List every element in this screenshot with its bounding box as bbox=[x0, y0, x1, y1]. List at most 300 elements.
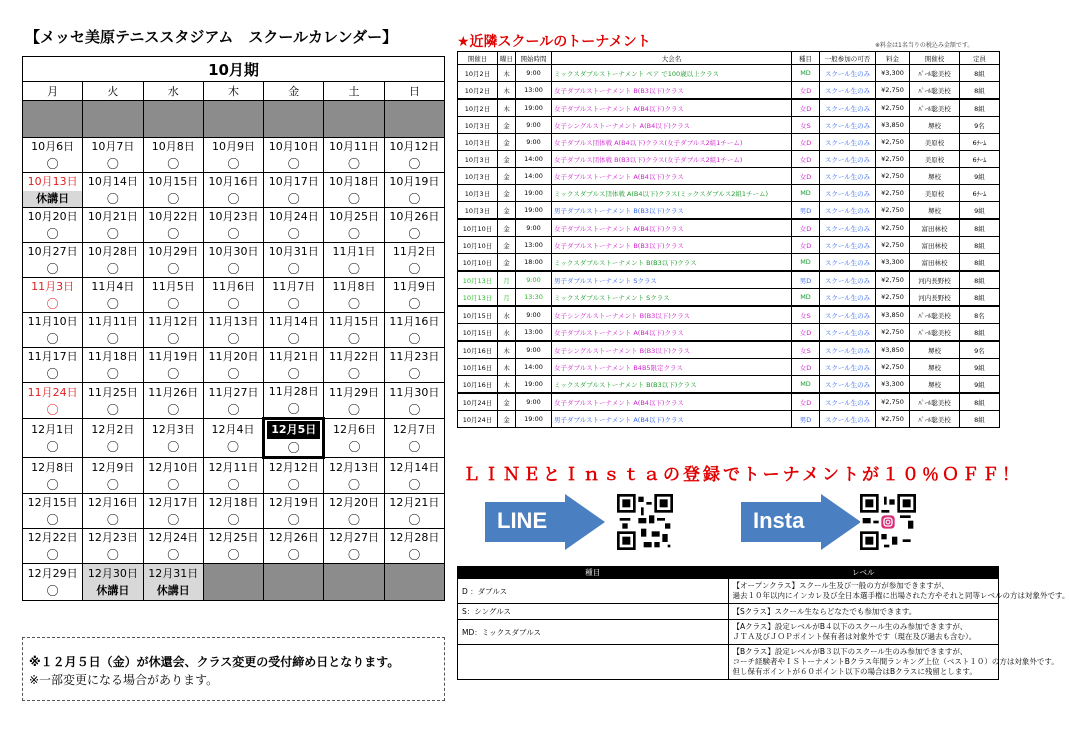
calendar-date: 10月7日 bbox=[91, 140, 135, 153]
event-capacity: 6ﾁｰﾑ bbox=[960, 151, 1000, 168]
tournament-row[interactable] bbox=[458, 219, 1000, 237]
calendar-week-row bbox=[23, 138, 445, 173]
tournament-header-cell: 曜日 bbox=[498, 52, 516, 65]
tournament-row[interactable] bbox=[458, 341, 1000, 359]
calendar-day-cell[interactable] bbox=[83, 138, 143, 173]
month-header-row bbox=[23, 57, 445, 82]
calendar-date: 11月26日 bbox=[148, 385, 199, 399]
level-text-line: ＪＴＡ及びＪＯＰポイント保有者は対象外です（現在及び過去も含む）。 bbox=[732, 632, 977, 641]
event-time: 14:00 bbox=[516, 168, 552, 185]
lesson-mark: 〇 bbox=[46, 157, 59, 171]
calendar-day-cell[interactable] bbox=[324, 278, 384, 313]
tournament-title: ★近隣スクールのトーナメント bbox=[457, 34, 651, 50]
tournament-row[interactable] bbox=[458, 289, 1000, 307]
event-date: 10月13日 bbox=[458, 289, 498, 307]
calendar-day-cell[interactable] bbox=[203, 278, 263, 313]
calendar-day-cell[interactable] bbox=[203, 348, 263, 383]
calendar-day-cell[interactable] bbox=[23, 173, 83, 208]
calendar-day-cell[interactable] bbox=[203, 173, 263, 208]
calendar-day-cell[interactable] bbox=[384, 208, 444, 243]
calendar-day-cell[interactable] bbox=[23, 243, 83, 278]
lesson-mark: 〇 bbox=[227, 477, 240, 492]
lesson-mark: 〇 bbox=[227, 367, 240, 381]
calendar-day-cell[interactable] bbox=[264, 173, 324, 208]
event-name: ミックスダブルス団体戦 A(B4以下)クラス(ミックスダブルス2組1チーム) bbox=[552, 185, 792, 202]
event-fee: ¥3,300 bbox=[876, 254, 910, 272]
calendar-day-cell[interactable] bbox=[203, 383, 263, 419]
calendar-date: 12月10日 bbox=[148, 460, 199, 474]
calendar-day-cell[interactable] bbox=[384, 243, 444, 278]
event-name: 女子ダブルストーナメント B(B3以下)クラス bbox=[552, 82, 792, 100]
calendar-date: 10月16日 bbox=[208, 175, 259, 188]
event-type: MD bbox=[792, 376, 820, 394]
event-date: 10月15日 bbox=[458, 324, 498, 342]
insta-qr-code[interactable] bbox=[860, 494, 916, 550]
calendar-date: 12月21日 bbox=[389, 496, 440, 509]
calendar-day-cell[interactable] bbox=[264, 278, 324, 313]
calendar-date: 12月28日 bbox=[389, 531, 440, 544]
event-capacity: 8組 bbox=[960, 82, 1000, 100]
tournament-row[interactable] bbox=[458, 359, 1000, 376]
calendar-day-cell[interactable] bbox=[23, 529, 83, 564]
event-type: MD bbox=[792, 289, 820, 307]
event-name: 女子ダブルストーナメント A(B4以下)クラス bbox=[552, 219, 792, 237]
calendar-day-cell[interactable] bbox=[23, 564, 83, 601]
lesson-mark: 〇 bbox=[408, 548, 421, 562]
event-capacity: 9組 bbox=[960, 202, 1000, 220]
event-venue: ﾊﾟｰﾙ聡美校 bbox=[910, 324, 960, 342]
tournament-row[interactable] bbox=[458, 99, 1000, 117]
calendar-day-cell[interactable] bbox=[83, 278, 143, 313]
event-type: 女S bbox=[792, 117, 820, 134]
calendar-date: 12月25日 bbox=[208, 531, 259, 544]
calendar-day-cell[interactable] bbox=[264, 348, 324, 383]
calendar-day-cell[interactable] bbox=[384, 348, 444, 383]
calendar-date: 10月24日 bbox=[268, 210, 319, 223]
level-row bbox=[458, 579, 999, 604]
calendar-day-cell[interactable] bbox=[143, 458, 203, 494]
calendar-day-cell[interactable] bbox=[83, 348, 143, 383]
line-qr-code[interactable] bbox=[617, 494, 673, 550]
calendar-date: 12月1日 bbox=[31, 423, 75, 436]
lesson-mark: 〇 bbox=[227, 262, 240, 276]
calendar-date: 12月22日 bbox=[27, 531, 78, 544]
blank-cell bbox=[203, 101, 263, 138]
event-date: 10月10日 bbox=[458, 237, 498, 254]
lesson-mark: 〇 bbox=[408, 402, 421, 417]
event-name: 男子ダブルストーナメント A(B4以下)クラス bbox=[552, 411, 792, 428]
lesson-mark: 〇 bbox=[348, 227, 361, 241]
lesson-mark: 〇 bbox=[287, 332, 300, 346]
calendar-day-cell[interactable] bbox=[203, 138, 263, 173]
calendar-day-cell[interactable] bbox=[23, 383, 83, 419]
calendar-week-row bbox=[23, 383, 445, 419]
event-type: 男D bbox=[792, 411, 820, 428]
calendar-day-cell[interactable] bbox=[23, 419, 83, 458]
calendar-date: 11月23日 bbox=[389, 350, 440, 363]
calendar-day-cell[interactable] bbox=[143, 494, 203, 529]
calendar-day-cell[interactable] bbox=[23, 313, 83, 348]
calendar-day-cell[interactable] bbox=[83, 313, 143, 348]
lesson-mark: 〇 bbox=[167, 548, 180, 562]
level-text-line: 【Sクラス】スクール生ならどなたでも参加できます。 bbox=[732, 606, 917, 616]
event-name: ミックスダブルストーナメント B(B3以下)クラス bbox=[552, 254, 792, 272]
event-name: 女子ダブルストーナメント A(B4以下)クラス bbox=[552, 393, 792, 411]
calendar-day-cell[interactable] bbox=[384, 494, 444, 529]
calendar-week-row bbox=[23, 529, 445, 564]
calendar-day-cell[interactable] bbox=[23, 208, 83, 243]
calendar-day-cell[interactable] bbox=[23, 458, 83, 494]
calendar-day-cell[interactable] bbox=[143, 173, 203, 208]
tournament-row[interactable] bbox=[458, 306, 1000, 324]
calendar-date: 11月8日 bbox=[332, 280, 376, 293]
calendar-day-cell[interactable] bbox=[83, 458, 143, 494]
event-venue: 美原校 bbox=[910, 134, 960, 151]
level-text-line: 【Bクラス】設定レベルがB３以下のスクール生のみ参加できますが、 bbox=[732, 647, 968, 656]
calendar-day-cell[interactable] bbox=[264, 138, 324, 173]
calendar-date: 12月7日 bbox=[392, 423, 436, 436]
calendar-day-cell[interactable] bbox=[384, 419, 444, 458]
event-date: 10月3日 bbox=[458, 185, 498, 202]
event-eligibility: スクール生のみ bbox=[820, 411, 876, 428]
blank-cell bbox=[264, 564, 324, 601]
event-weekday: 木 bbox=[498, 341, 516, 359]
event-venue: 美原校 bbox=[910, 185, 960, 202]
calendar-day-cell[interactable] bbox=[203, 494, 263, 529]
calendar-day-cell[interactable] bbox=[324, 383, 384, 419]
weekday-row bbox=[23, 82, 445, 101]
event-name: 女子ダブルス団体戦 A(B4以下)クラス(女子ダブルス2組1チーム) bbox=[552, 134, 792, 151]
lesson-mark: 〇 bbox=[408, 227, 421, 241]
event-date: 10月10日 bbox=[458, 219, 498, 237]
tournament-row[interactable] bbox=[458, 117, 1000, 134]
calendar-day-cell[interactable] bbox=[384, 278, 444, 313]
calendar-day-cell[interactable] bbox=[324, 458, 384, 494]
lesson-mark: 〇 bbox=[46, 297, 59, 311]
calendar-week-row bbox=[23, 243, 445, 278]
calendar-day-cell[interactable] bbox=[264, 494, 324, 529]
notes-box bbox=[22, 637, 445, 701]
calendar-day-cell[interactable] bbox=[83, 564, 143, 601]
calendar-day-cell[interactable] bbox=[83, 243, 143, 278]
event-time: 13:30 bbox=[516, 289, 552, 307]
lesson-mark: 〇 bbox=[348, 157, 361, 171]
calendar-day-cell[interactable] bbox=[324, 529, 384, 564]
calendar-day-cell[interactable] bbox=[324, 494, 384, 529]
calendar-day-cell[interactable] bbox=[264, 313, 324, 348]
level-type: S：シングルス bbox=[458, 604, 729, 620]
event-type: 女D bbox=[792, 237, 820, 254]
qr-code-icon bbox=[617, 494, 673, 550]
tournament-row[interactable] bbox=[458, 202, 1000, 220]
level-type bbox=[458, 645, 729, 680]
calendar-date: 11月21日 bbox=[268, 350, 319, 363]
calendar-day-cell[interactable] bbox=[143, 138, 203, 173]
event-capacity: 8組 bbox=[960, 289, 1000, 307]
calendar-day-cell[interactable] bbox=[264, 243, 324, 278]
tournament-row[interactable] bbox=[458, 254, 1000, 272]
event-date: 10月16日 bbox=[458, 376, 498, 394]
calendar-day-cell[interactable] bbox=[83, 208, 143, 243]
weekday-label: 土 bbox=[324, 82, 384, 101]
event-time: 19:00 bbox=[516, 99, 552, 117]
event-time: 19:00 bbox=[516, 411, 552, 428]
event-weekday: 月 bbox=[498, 271, 516, 289]
calendar-date: 12月3日 bbox=[151, 423, 195, 436]
lesson-mark: 〇 bbox=[106, 262, 119, 276]
calendar-day-cell[interactable] bbox=[203, 208, 263, 243]
tournament-row[interactable] bbox=[458, 82, 1000, 100]
calendar-week-row bbox=[23, 458, 445, 494]
event-type: MD bbox=[792, 65, 820, 82]
event-eligibility: スクール生のみ bbox=[820, 82, 876, 100]
event-weekday: 金 bbox=[498, 151, 516, 168]
event-name: ミックスダブルストーナメント Sクラス bbox=[552, 289, 792, 307]
lesson-mark: 〇 bbox=[287, 227, 300, 241]
calendar-day-cell[interactable] bbox=[23, 348, 83, 383]
event-eligibility: スクール生のみ bbox=[820, 359, 876, 376]
calendar-day-cell[interactable] bbox=[83, 494, 143, 529]
calendar-day-cell[interactable] bbox=[384, 529, 444, 564]
event-fee: ¥2,750 bbox=[876, 237, 910, 254]
event-time: 14:00 bbox=[516, 151, 552, 168]
event-time: 9:00 bbox=[516, 219, 552, 237]
event-time: 9:00 bbox=[516, 271, 552, 289]
calendar-week-row bbox=[23, 278, 445, 313]
event-capacity: 8組 bbox=[960, 254, 1000, 272]
calendar-day-cell[interactable] bbox=[203, 419, 263, 458]
event-time: 9:00 bbox=[516, 306, 552, 324]
calendar-date: 11月19日 bbox=[148, 350, 199, 363]
event-name: ミックスダブルストーナメント B(B3以下)クラス bbox=[552, 376, 792, 394]
lesson-mark: 〇 bbox=[106, 513, 119, 527]
calendar-date: 12月12日 bbox=[268, 461, 319, 474]
calendar-day-cell[interactable] bbox=[83, 383, 143, 419]
calendar-day-cell[interactable] bbox=[264, 419, 324, 458]
calendar-date: 10月15日 bbox=[148, 175, 199, 188]
blank-cell bbox=[83, 101, 143, 138]
event-type: 女S bbox=[792, 341, 820, 359]
event-fee: ¥2,750 bbox=[876, 185, 910, 202]
event-weekday: 木 bbox=[498, 359, 516, 376]
calendar-day-cell[interactable] bbox=[324, 313, 384, 348]
tournament-row[interactable] bbox=[458, 237, 1000, 254]
calendar-day-cell[interactable] bbox=[324, 243, 384, 278]
tournament-row[interactable] bbox=[458, 168, 1000, 185]
holiday-label: 休講日 bbox=[23, 191, 82, 207]
event-eligibility: スクール生のみ bbox=[820, 151, 876, 168]
lesson-mark: 〇 bbox=[167, 262, 180, 276]
line-arrow-button[interactable] bbox=[485, 494, 605, 550]
calendar-day-cell[interactable] bbox=[203, 243, 263, 278]
calendar-date: 11月25日 bbox=[87, 385, 138, 399]
level-header-cell: レベル bbox=[728, 567, 999, 579]
tournament-table bbox=[457, 51, 1000, 428]
calendar-day-cell[interactable] bbox=[264, 383, 324, 419]
blank-cell bbox=[384, 101, 444, 138]
event-capacity: 6ﾁｰﾑ bbox=[960, 185, 1000, 202]
calendar-day-cell[interactable] bbox=[203, 313, 263, 348]
event-time: 18:00 bbox=[516, 254, 552, 272]
level-type: MD：ミックスダブルス bbox=[458, 620, 729, 645]
event-weekday: 金 bbox=[498, 117, 516, 134]
event-fee: ¥2,750 bbox=[876, 202, 910, 220]
calendar-day-cell[interactable] bbox=[264, 529, 324, 564]
event-date: 10月16日 bbox=[458, 359, 498, 376]
lesson-mark: 〇 bbox=[46, 477, 59, 492]
tournament-row[interactable] bbox=[458, 411, 1000, 428]
blank-cell bbox=[203, 564, 263, 601]
tournament-header-cell: 種目 bbox=[792, 52, 820, 65]
tournament-row[interactable] bbox=[458, 151, 1000, 168]
calendar-day-cell[interactable] bbox=[384, 458, 444, 494]
calendar-day-cell[interactable] bbox=[203, 458, 263, 494]
tournament-row[interactable] bbox=[458, 393, 1000, 411]
event-fee: ¥2,750 bbox=[876, 99, 910, 117]
lesson-mark: 〇 bbox=[287, 441, 300, 455]
calendar-day-cell[interactable] bbox=[324, 173, 384, 208]
event-time: 9:00 bbox=[516, 117, 552, 134]
lesson-mark: 〇 bbox=[106, 367, 119, 381]
event-fee: ¥2,750 bbox=[876, 168, 910, 185]
lesson-mark: 〇 bbox=[348, 440, 361, 454]
lesson-mark: 〇 bbox=[348, 192, 361, 206]
lesson-mark: 〇 bbox=[287, 297, 300, 311]
lesson-mark: 〇 bbox=[348, 332, 361, 346]
lesson-mark: 〇 bbox=[167, 227, 180, 241]
event-eligibility: スクール生のみ bbox=[820, 99, 876, 117]
calendar-day-cell[interactable] bbox=[83, 173, 143, 208]
calendar-day-cell[interactable] bbox=[143, 243, 203, 278]
calendar-day-cell[interactable] bbox=[83, 419, 143, 458]
calendar-day-cell[interactable] bbox=[143, 529, 203, 564]
event-time: 9:00 bbox=[516, 65, 552, 82]
event-date: 10月13日 bbox=[458, 271, 498, 289]
calendar-day-cell[interactable] bbox=[384, 173, 444, 208]
calendar-day-cell[interactable] bbox=[324, 208, 384, 243]
calendar-date: 12月6日 bbox=[333, 423, 377, 436]
calendar-week-row bbox=[23, 173, 445, 208]
level-row bbox=[458, 604, 999, 620]
calendar-date: 11月12日 bbox=[148, 315, 199, 328]
calendar-day-cell[interactable] bbox=[143, 208, 203, 243]
calendar-day-cell[interactable] bbox=[264, 458, 324, 494]
calendar-date: 10月9日 bbox=[211, 140, 255, 153]
event-name: 女子ダブルストーナメント A(B4以下)クラス bbox=[552, 324, 792, 342]
calendar-date: 12月13日 bbox=[329, 460, 380, 474]
event-eligibility: スクール生のみ bbox=[820, 65, 876, 82]
calendar-date: 12月17日 bbox=[148, 496, 199, 509]
calendar-day-cell[interactable] bbox=[23, 278, 83, 313]
tournament-row[interactable] bbox=[458, 376, 1000, 394]
event-name: 女子ダブルストーナメント B4B5限定クラス bbox=[552, 359, 792, 376]
calendar-day-cell[interactable] bbox=[143, 278, 203, 313]
calendar-day-cell[interactable] bbox=[23, 494, 83, 529]
calendar-week-row bbox=[23, 208, 445, 243]
event-venue: 堺校 bbox=[910, 117, 960, 134]
lesson-mark: 〇 bbox=[167, 192, 180, 206]
event-capacity: 9組 bbox=[960, 168, 1000, 185]
calendar-week-row bbox=[23, 348, 445, 383]
calendar-day-cell[interactable] bbox=[143, 419, 203, 458]
lesson-mark: 〇 bbox=[227, 157, 240, 171]
event-weekday: 木 bbox=[498, 82, 516, 100]
lesson-mark: 〇 bbox=[227, 548, 240, 562]
calendar-date: 12月20日 bbox=[329, 496, 380, 509]
event-type: 男D bbox=[792, 202, 820, 220]
event-eligibility: スクール生のみ bbox=[820, 134, 876, 151]
event-capacity: 8組 bbox=[960, 411, 1000, 428]
event-name: 男子ダブルストーナメント Sクラス bbox=[552, 271, 792, 289]
calendar-day-cell[interactable] bbox=[324, 138, 384, 173]
tournament-row[interactable] bbox=[458, 185, 1000, 202]
calendar-day-cell[interactable] bbox=[324, 419, 384, 458]
calendar-day-cell[interactable] bbox=[384, 138, 444, 173]
event-eligibility: スクール生のみ bbox=[820, 202, 876, 220]
calendar-day-cell[interactable] bbox=[264, 208, 324, 243]
tournament-header-cell: 開催校 bbox=[910, 52, 960, 65]
calendar-date: 11月28日 bbox=[268, 385, 319, 398]
calendar-day-cell[interactable] bbox=[83, 529, 143, 564]
event-fee: ¥2,750 bbox=[876, 82, 910, 100]
calendar-day-cell[interactable] bbox=[324, 348, 384, 383]
event-eligibility: スクール生のみ bbox=[820, 117, 876, 134]
level-text-line: 但し保有ポイントが６０ポイント以下の場合はBクラスに残留とします。 bbox=[732, 667, 977, 676]
level-description bbox=[728, 645, 1059, 680]
event-date: 10月2日 bbox=[458, 99, 498, 117]
tournament-row[interactable] bbox=[458, 65, 1000, 82]
event-venue: 富田林校 bbox=[910, 237, 960, 254]
calendar-day-cell[interactable] bbox=[23, 138, 83, 173]
lesson-mark: 〇 bbox=[227, 332, 240, 346]
event-fee: ¥2,750 bbox=[876, 324, 910, 342]
calendar-date: 11月20日 bbox=[208, 350, 259, 363]
calendar-day-cell[interactable] bbox=[143, 313, 203, 348]
level-description bbox=[728, 604, 999, 620]
calendar-date: 11月18日 bbox=[87, 350, 138, 363]
calendar-day-cell[interactable] bbox=[384, 313, 444, 348]
lesson-mark: 〇 bbox=[408, 477, 421, 492]
calendar-day-cell[interactable] bbox=[384, 383, 444, 419]
insta-arrow-button[interactable] bbox=[741, 494, 861, 550]
event-type: 女D bbox=[792, 219, 820, 237]
lesson-mark: 〇 bbox=[408, 262, 421, 276]
tournament-row[interactable] bbox=[458, 324, 1000, 342]
event-capacity: 9名 bbox=[960, 341, 1000, 359]
lesson-mark: 〇 bbox=[106, 402, 119, 417]
calendar-day-cell[interactable] bbox=[203, 529, 263, 564]
calendar-date: 10月28日 bbox=[87, 245, 138, 258]
tournament-row[interactable] bbox=[458, 271, 1000, 289]
event-date: 10月15日 bbox=[458, 306, 498, 324]
calendar-day-cell[interactable] bbox=[143, 348, 203, 383]
event-venue: 堺校 bbox=[910, 168, 960, 185]
event-time: 9:00 bbox=[516, 341, 552, 359]
tournament-row[interactable] bbox=[458, 134, 1000, 151]
event-fee: ¥3,850 bbox=[876, 117, 910, 134]
weekday-label: 火 bbox=[83, 82, 143, 101]
calendar-day-cell[interactable] bbox=[143, 383, 203, 419]
calendar-date: 12月23日 bbox=[87, 531, 138, 544]
event-capacity: 8組 bbox=[960, 393, 1000, 411]
calendar-day-cell[interactable] bbox=[143, 564, 203, 601]
calendar-date: 11月11日 bbox=[87, 315, 138, 328]
calendar-date: 11月29日 bbox=[329, 385, 380, 399]
lesson-mark: 〇 bbox=[227, 227, 240, 241]
event-type: 女D bbox=[792, 168, 820, 185]
lesson-mark: 〇 bbox=[287, 367, 300, 381]
blank-cell bbox=[324, 564, 384, 601]
